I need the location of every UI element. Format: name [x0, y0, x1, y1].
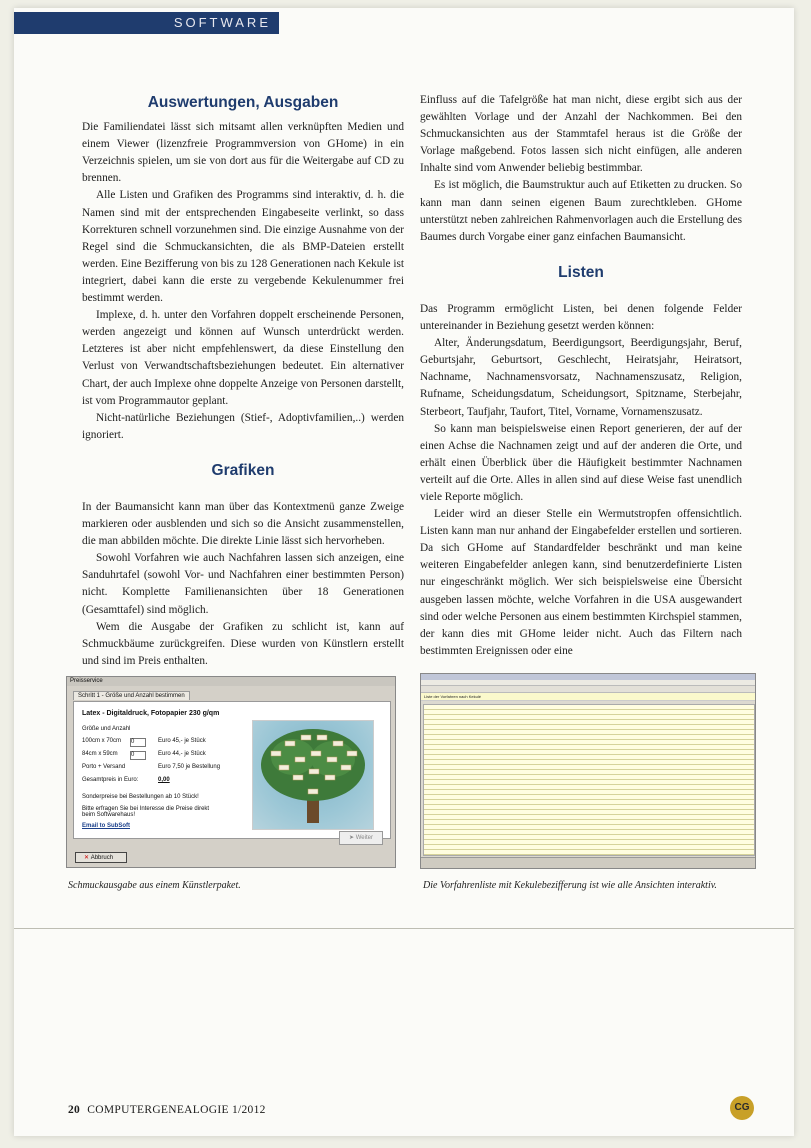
paragraph: Wem die Ausgabe der Grafiken zu schlicht ist, kann auf Schmuckbäume zurückgreifen. Diese wurden von Künstlern erstellt und sind im Preis enthalten. — [82, 620, 404, 667]
paragraph: Alter, Änderungsdatum, Beerdigungsort, Beerdigungsjahr, Beruf, Geburtsjahr, Geburtsort, Geschlecht, Heiratsjahr, Heiratsort, Nachname, Nachnamensvorsatz, Nachnamenszusatz, Religion, Rufname, Scheidungsdatum, Scheidungsort, Spitzname, Sterbejahr, Sterbeort, Taufjahr, Taufort, Titel, Vorname, Vornamenszusatz. — [420, 337, 742, 418]
close-icon: ✕ — [84, 855, 91, 861]
caption-left: Schmuckausgabe aus einem Künstlerpaket. — [68, 880, 241, 891]
list-title: Liste der Vorfahren nach Kekulé — [421, 693, 755, 701]
magazine-logo: CG — [730, 1096, 754, 1120]
right-column — [420, 92, 742, 660]
section-header-band — [14, 12, 279, 34]
option-size: 84cm x 59cm — [82, 751, 118, 757]
dialog-titlebar: Preisservice — [67, 677, 395, 686]
email-link[interactable]: Email to SubSoft — [82, 823, 130, 829]
dialog-panel — [73, 701, 391, 839]
section-label: SOFTWARE — [173, 15, 271, 30]
figure-ancestor-list — [420, 673, 756, 869]
heading-listen: Listen — [558, 263, 604, 281]
page-number: 20 — [68, 1104, 81, 1116]
tree-artwork-image — [252, 720, 374, 830]
total-label: Gesamtpreis in Euro: — [82, 777, 139, 783]
shipping-value: Euro 7,50 je Bestellung — [158, 764, 221, 770]
publication-name: COMPUTERGENEALOGIE 1/2012 — [87, 1104, 266, 1116]
paragraph: Die Familiendatei lässt sich mitsamt allen verknüpften Medien und einem Viewer (lizenzfreie Programmversion von GHome) in ein Verzeichnis spielen, um sie von dort aus für die Weitergabe auf CD zu brennen. — [82, 121, 404, 185]
paragraph: Alle Listen und Grafiken des Programms sind interaktiv, d. h. die Namen sind mit der entsprechenden Eingabeseite verlinkt, so dass Korrekturen schnell vorzunehmen sind. Die einzige Ausnahme von der Regel sind die Schmuckansichten, die als BMP-Dateien erstellt werden. Eine Bezifferung von bis zu 128 Generationen nach Kekule ist integriert, dabei kann die erste zu vergebende Kekulenummer frei bestimmt werden. — [82, 189, 404, 305]
quantity-input[interactable]: 0 — [130, 738, 146, 747]
page-footer — [68, 1104, 266, 1116]
option-price: Euro 44,- je Stück — [158, 751, 206, 757]
paragraph: Einfluss auf die Tafelgröße hat man nicht, diese ergibt sich aus der gewählten Vorlage und der Anzahl der Nachkommen. Bei den Schmuckansichten aus der Stammtafel heraus ist die Größe der Vorlage maßgebend. Fotos lassen sich nicht einfügen, alle anderen Inhalte sind vom Anwender beliebig bestimmbar. — [420, 94, 742, 175]
heading-grafiken: Grafiken — [211, 461, 275, 479]
shipping-label: Porto + Versand — [82, 764, 126, 770]
paragraph: Es ist möglich, die Baumstruktur auch auf Etiketten zu drucken. So kann man dann seinen eigenen Baum zurechtkleben. GHome unterstützt neben zahlreichen Rahmenvorlagen auch die Erstellung des Baumes durch Vorgabe einer ganz einfachen Baumansicht. — [420, 179, 742, 243]
ancestor-table[interactable] — [423, 704, 755, 856]
paragraph: Nicht-natürliche Beziehungen (Stief-, Adoptivfamilien,..) werden ignoriert. — [82, 411, 404, 441]
group-label: Größe und Anzahl — [82, 726, 131, 732]
arrow-right-icon: ➤ — [349, 835, 356, 841]
figure-price-dialog — [66, 676, 396, 868]
option-price: Euro 45,- je Stück — [158, 738, 206, 744]
product-heading: Latex - Digitaldruck, Fotopapier 230 g/qm — [82, 710, 220, 717]
paragraph: Implexe, d. h. unter den Vorfahren doppelt erscheinende Personen, werden angezeigt und können auf Wunsch unterdrückt werden. Letzteres ist aber nicht empfehlenswert, da diese Einstellung den Verlust von Verwandtschaftsbeziehungen bedeutet. Ein alternativer Chart, der auch Implexe ohne doppelte Anzeige von Personen darstellt, ist vom Programmautor geplant. — [82, 309, 404, 407]
tab-step1[interactable]: Schritt 1 - Größe und Anzahl bestimmen — [73, 691, 190, 700]
caption-right: Die Vorfahrenliste mit Kekulebezifferung ist wie alle Ansichten interaktiv. — [423, 880, 717, 891]
left-column — [82, 92, 404, 670]
paragraph: So kann man beispielsweise einen Report generieren, der auf der einen Achse die Nachnamen zeigt und auf der anderen die Orte, und erhält einen Überblick über die Häufigkeit bestimmter Nachnamen verteilt auf die Orte. Alles in allen sind auf diese Weise fast unendlich viele Reporte möglich. — [420, 422, 742, 503]
paragraph: Das Programm ermöglicht Listen, bei denen folgende Felder untereinander in Beziehung gesetzt werden können: — [420, 302, 742, 333]
divider — [14, 928, 794, 929]
quantity-input[interactable]: 0 — [130, 751, 146, 760]
note-ask: Bitte erfragen Sie bei Interesse die Preise direkt beim Softwarehaus! — [82, 806, 210, 818]
status-bar — [421, 857, 755, 868]
cancel-button[interactable] — [75, 852, 127, 863]
cancel-button-label: Abbruch — [90, 855, 114, 861]
next-button-label: Weiter — [355, 835, 373, 841]
note-special-price: Sonderpreise bei Bestellungen ab 10 Stück! — [82, 794, 199, 800]
paragraph: Sowohl Vorfahren wie auch Nachfahren lassen sich anzeigen, eine Sanduhrtafel (sowohl Vor- und Nachfahren einer bestimmten Person) nicht. Komplette Familienansichten über 18 Generationen (Gesamttafel) sind möglich. — [82, 552, 404, 616]
heading-auswertungen: Auswertungen, Ausgaben — [147, 94, 339, 111]
toolbar[interactable] — [421, 686, 755, 693]
total-value: 0,00 — [158, 777, 170, 783]
paragraph: Leider wird an dieser Stelle ein Wermutstropfen offensichtlich. Listen kann man nur anhand der Eingabefelder erstellen und sortieren. Da sich GHome auf Standardfelder beschränkt und man keine weiteren Eingabefelder anlegen kann, sind benutzerdefinierte Listen nur eingeschränkt möglich. Wer sich beispielsweise eine Übersicht ausgeben lassen möchte, welche Vorfahren in die USA ausgewandert sind oder welche Personen aus einem bestimmten Kirchspiel stammen, der kann dies mit GHome leider nicht. Auch das Filtern nach bestimmten Ereignissen oder eine — [420, 508, 742, 657]
next-button[interactable] — [339, 831, 383, 845]
paragraph: In der Baumansicht kann man über das Kontextmenü ganze Zweige markieren oder ausblenden und sich so die Ansicht zusammenstellen, die man abbilden möchte. Die direkte Linie lässt sich hervorheben. — [82, 500, 404, 548]
option-size: 100cm x 70cm — [82, 738, 122, 744]
